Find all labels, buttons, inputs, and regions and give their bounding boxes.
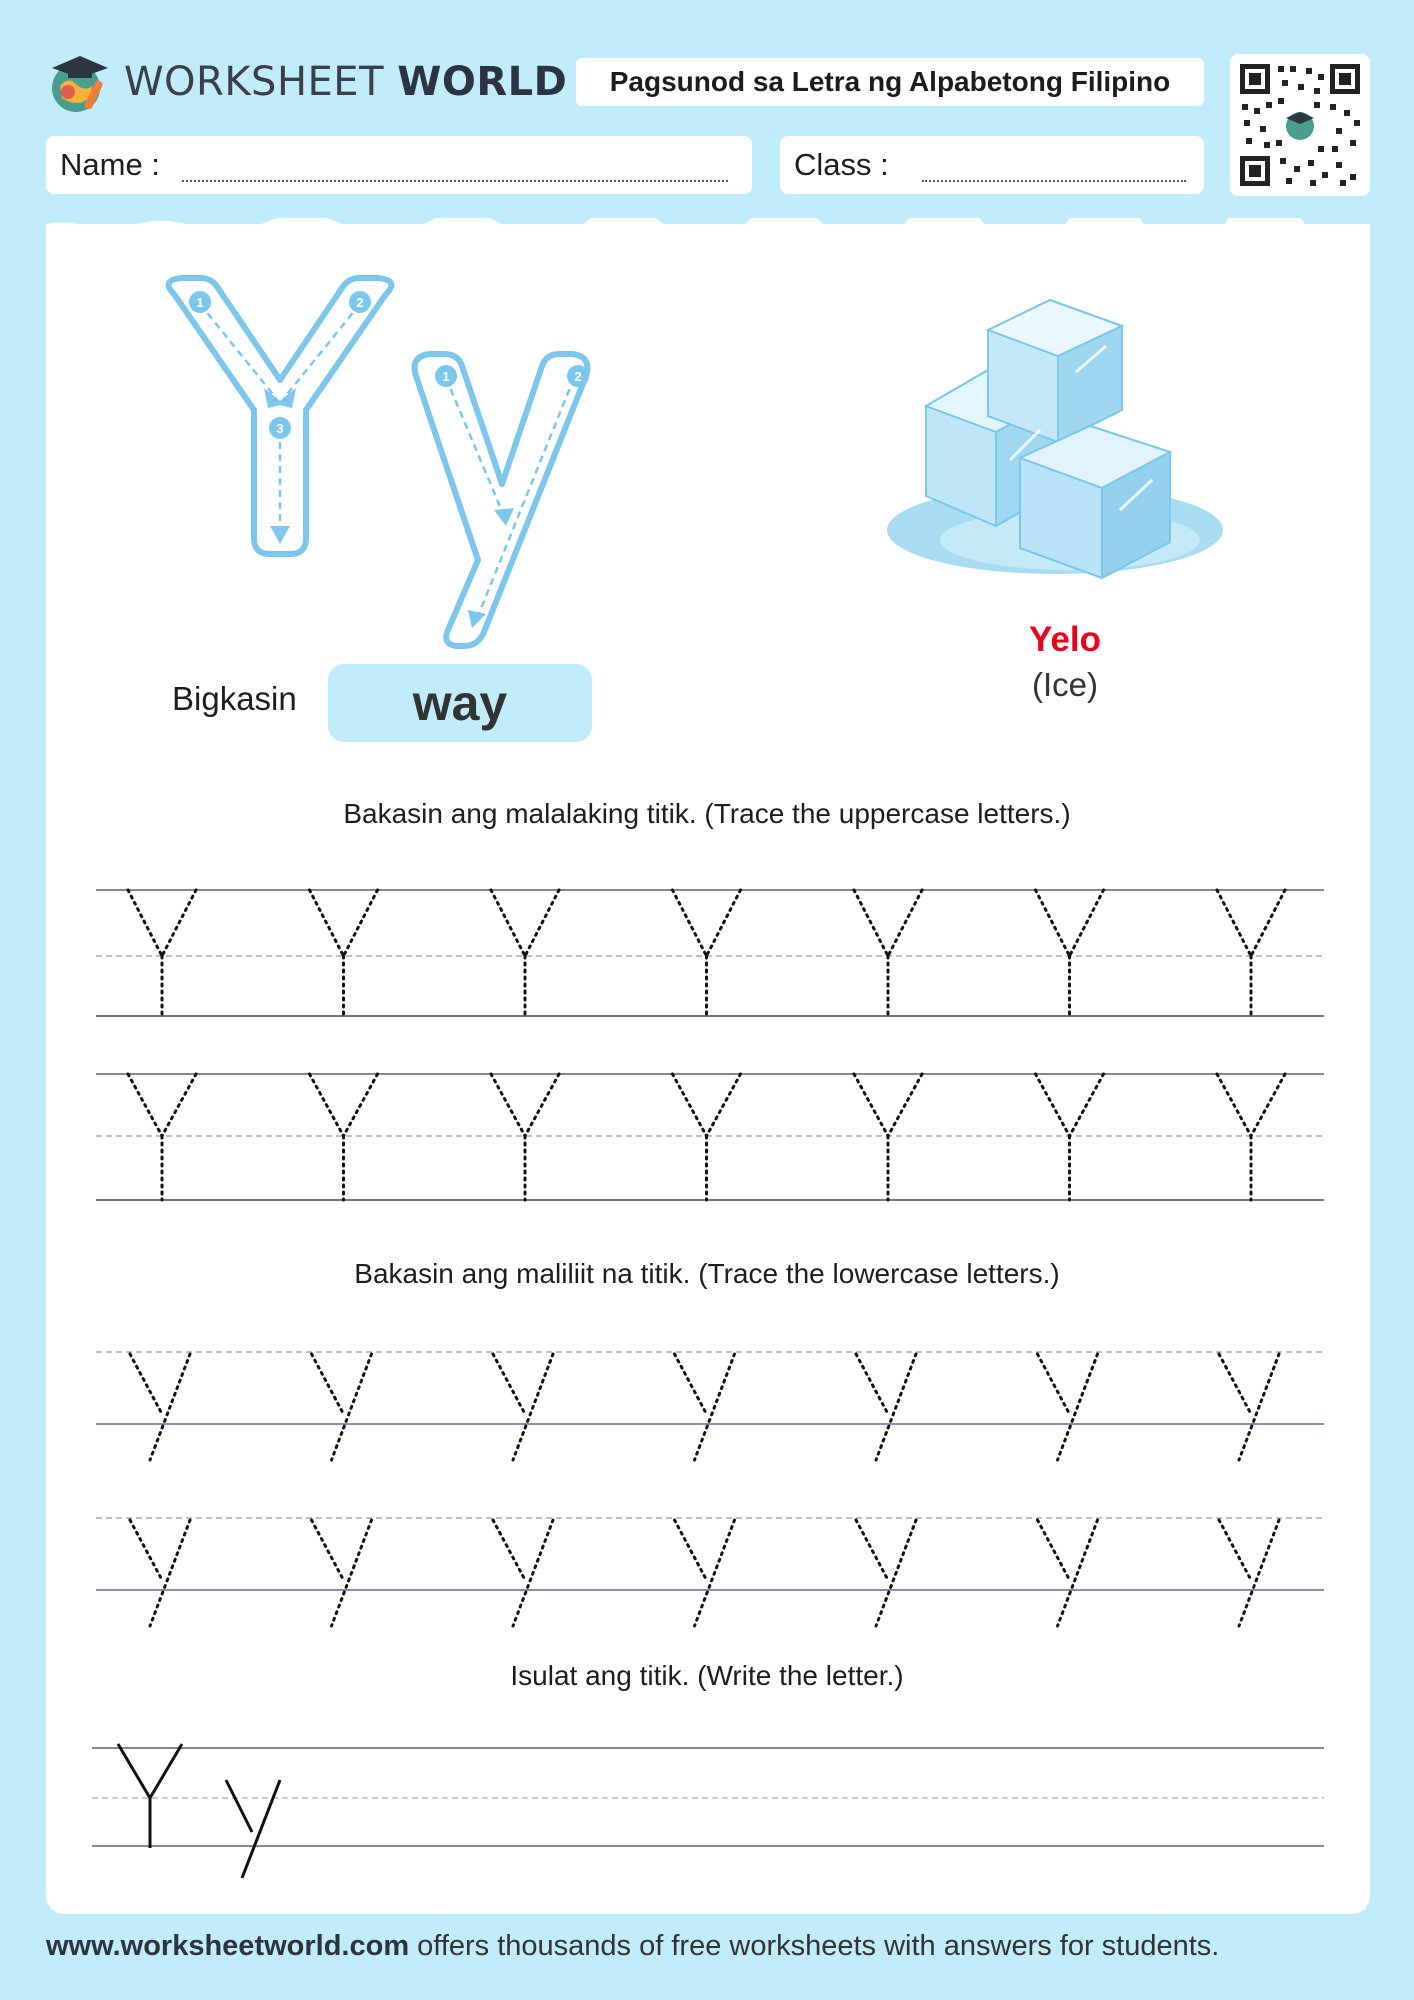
traceable-lowercase-y[interactable] [1219,1354,1279,1460]
traceable-uppercase-y[interactable] [673,890,741,1016]
class-write-line [922,180,1186,182]
name-label: Name : [60,147,160,182]
qr-code-icon [1230,54,1370,196]
arrow-icon [494,508,514,526]
picture-translation: (Ice) [1032,666,1098,703]
svg-text:1: 1 [196,295,204,310]
traceable-lowercase-y[interactable] [856,1520,916,1626]
arrow-icon [468,610,486,628]
uppercase-y-outline [169,278,392,554]
footer-link[interactable]: www.worksheetworld.com [46,1930,410,1962]
traceable-uppercase-y[interactable] [128,1074,196,1200]
traceable-lowercase-y[interactable] [312,1520,372,1626]
pronunciation-label: Bigkasin [172,680,297,717]
traceable-lowercase-y[interactable] [1219,1520,1279,1626]
logo-icon [46,46,112,118]
svg-text:2: 2 [356,295,364,310]
traceable-uppercase-y[interactable] [310,890,378,1016]
lowercase-instruction: Bakasin ang maliliit na titik. (Trace the lowercase letters.) [354,1258,1060,1289]
brand-name: WORKSHEET WORLD [124,59,568,105]
class-label: Class : [794,147,889,182]
uppercase-instruction: Bakasin ang malalaking titik. (Trace the uppercase letters.) [343,798,1071,829]
brand-logo [46,46,567,118]
svg-text:3: 3 [276,421,284,436]
traceable-lowercase-y[interactable] [312,1354,372,1460]
traceable-uppercase-y[interactable] [491,890,559,1016]
class-field[interactable] [780,136,1204,194]
traceable-lowercase-y[interactable] [675,1520,735,1626]
name-field[interactable] [46,136,752,194]
traceable-uppercase-y[interactable] [1217,1074,1285,1200]
write-practice-area[interactable] [92,1740,1324,1890]
name-write-line [182,180,728,182]
qr-code [1230,54,1370,196]
arrow-icon [270,526,290,544]
traceable-lowercase-y[interactable] [493,1354,553,1460]
traceable-lowercase-y[interactable] [1038,1520,1098,1626]
example-uppercase-y [118,1744,182,1848]
traceable-lowercase-y[interactable] [675,1354,735,1460]
traceable-uppercase-y[interactable] [1036,1074,1104,1200]
lowercase-tracing-row [96,1352,1324,1424]
traceable-lowercase-y[interactable] [856,1354,916,1460]
traceable-lowercase-y[interactable] [130,1520,190,1626]
lowercase-tracing-area [96,1340,1324,1640]
traceable-uppercase-y[interactable] [854,890,922,1016]
uppercase-tracing-row [96,1074,1324,1200]
pronunciation-pill: way [328,664,592,742]
traceable-lowercase-y[interactable] [1038,1354,1098,1460]
lowercase-tracing-row [96,1518,1324,1590]
write-instruction: Isulat ang titik. (Write the letter.) [510,1660,904,1691]
traceable-lowercase-y[interactable] [130,1354,190,1460]
uppercase-tracing-area [96,880,1324,1210]
traceable-uppercase-y[interactable] [310,1074,378,1200]
footer-text: www.worksheetworld.com offers thousands of free worksheets with answers for students. [46,1930,1220,1962]
picture-word: Yelo [1029,620,1101,659]
letter-stroke-guide [160,270,620,650]
lowercase-y-outline [415,354,588,646]
ice-cubes-illustration [880,290,1230,596]
traceable-uppercase-y[interactable] [854,1074,922,1200]
uppercase-tracing-row [96,890,1324,1016]
traceable-uppercase-y[interactable] [1217,890,1285,1016]
svg-text:1: 1 [442,369,450,384]
example-lowercase-y [226,1780,280,1878]
traceable-uppercase-y[interactable] [491,1074,559,1200]
svg-text:2: 2 [574,369,582,384]
worksheet-title: Pagsunod sa Letra ng Alpabetong Filipino [576,58,1204,106]
traceable-uppercase-y[interactable] [1036,890,1104,1016]
traceable-uppercase-y[interactable] [128,890,196,1016]
traceable-lowercase-y[interactable] [493,1520,553,1626]
traceable-uppercase-y[interactable] [673,1074,741,1200]
